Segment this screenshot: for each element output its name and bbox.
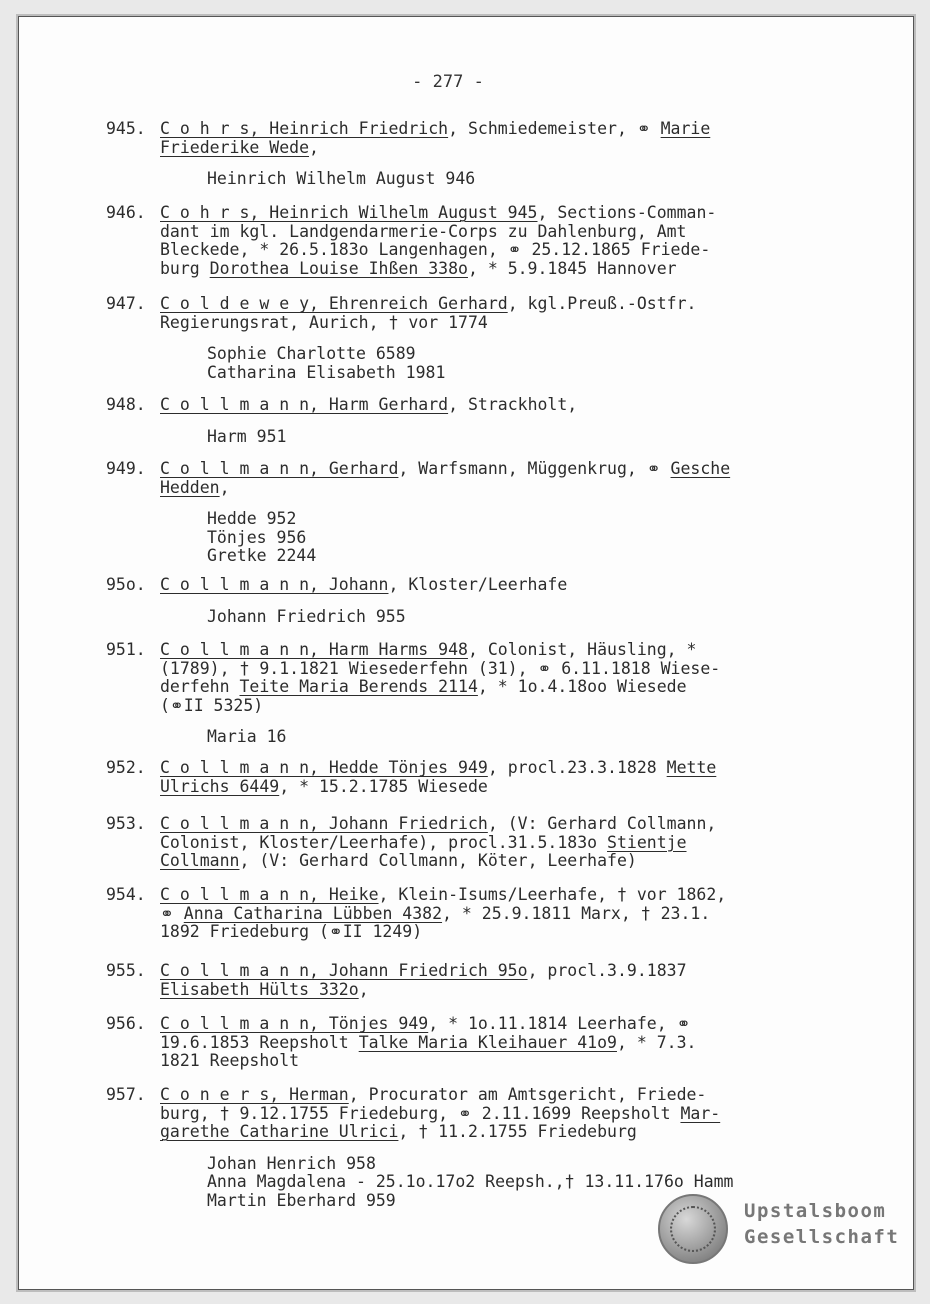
text-segment: , * 15.2.1785 Wiesede	[279, 776, 488, 796]
children-list	[207, 608, 806, 627]
entry-line	[160, 223, 806, 242]
linked-name: Mar-	[680, 1103, 721, 1123]
entry	[106, 815, 806, 871]
entry-line	[160, 576, 806, 595]
entry-text	[160, 576, 806, 595]
text-segment: , procl.3.9.1837	[527, 961, 687, 980]
text-segment: 19.6.1853 Reepsholt	[160, 1032, 359, 1052]
entry-text	[160, 120, 806, 157]
entry	[106, 641, 806, 747]
entry	[106, 204, 806, 278]
linked-name: C o l l m a n n, Harm Harms 948	[160, 640, 468, 659]
linked-name: C o n e r s, Herman	[160, 1085, 349, 1104]
entry	[106, 759, 806, 796]
linked-name: Talke Maria Kleihauer 41o9	[358, 1032, 617, 1052]
entry-line	[160, 204, 806, 223]
entry	[106, 396, 806, 446]
child-entry: Gretke 2244	[207, 546, 317, 565]
entry-line	[160, 852, 806, 871]
text-segment: , (V: Gerhard Collmann, Köter, Leerhafe)	[239, 851, 637, 870]
child-entry: Catharina Elisabeth 1981	[207, 362, 446, 382]
entry-text	[160, 759, 806, 796]
text-segment: (⚭II 5325)	[160, 695, 264, 715]
child-entry: Harm 951	[207, 426, 287, 446]
entry-number: 948.	[106, 395, 146, 414]
entry-text	[160, 460, 806, 497]
entry-text	[160, 1086, 806, 1142]
text-segment: , Sections-Comman-	[537, 203, 717, 222]
entry-number: 947.	[106, 294, 146, 313]
linked-name: C o h r s, Heinrich Wilhelm August 945	[160, 203, 538, 222]
entry-number: 955.	[106, 961, 146, 980]
entry-line	[160, 1052, 806, 1071]
entry-text	[160, 962, 806, 999]
linked-name: Elisabeth Hülts 332o	[160, 979, 359, 999]
text-segment: 1892 Friedeburg (⚭II 1249)	[160, 922, 423, 941]
text-segment: , Warfsmann, Müggenkrug, ⚭	[398, 459, 671, 478]
text-segment: , Procurator am Amtsgericht, Friede-	[348, 1085, 707, 1104]
linked-name: C o l l m a n n, Johann Friedrich	[160, 814, 488, 833]
linked-name: Marie	[660, 119, 711, 138]
children-list	[207, 428, 806, 447]
entry-line	[160, 886, 806, 905]
linked-name: C o l l m a n n, Johann Friedrich 95o	[160, 961, 528, 980]
linked-name: Collmann	[160, 851, 240, 870]
linked-name: Hedden	[160, 477, 220, 497]
entry-line	[160, 778, 806, 797]
text-segment: , (V: Gerhard Collmann,	[487, 814, 717, 833]
entry-line	[160, 962, 806, 981]
logo-line-2: Gesellschaft	[744, 1226, 900, 1248]
text-segment: , † 11.2.1755 Friedeburg	[398, 1122, 637, 1141]
children-list	[207, 728, 806, 747]
entry-line	[160, 120, 806, 139]
text-segment: dant im kgl. Landgendarmerie-Corps zu Dahlenburg, Amt	[160, 221, 687, 241]
entry-number: 954.	[106, 885, 146, 904]
text-segment: , * 1o.11.1814 Leerhafe, ⚭	[428, 1014, 691, 1033]
linked-name: Dorothea Louise Ihßen 338o	[209, 258, 468, 278]
text-segment: ⚭	[160, 903, 184, 923]
linked-name: garethe Catharine Ulrici	[160, 1122, 399, 1141]
text-segment: , Kloster/Leerhafe	[388, 575, 568, 594]
entry-number: 951.	[106, 640, 146, 659]
entry-line	[160, 260, 806, 279]
entry-number: 957.	[106, 1085, 146, 1104]
child-entry: Johan Henrich 958	[207, 1153, 376, 1173]
entry	[106, 1015, 806, 1071]
entry-line	[160, 815, 806, 834]
text-segment: derfehn	[160, 677, 240, 696]
children-list	[207, 510, 806, 566]
text-segment: (1789), † 9.1.1821 Wiesederfehn (31), ⚭ 6.11.1818 Wiese-	[160, 658, 721, 678]
entry-number: 956.	[106, 1014, 146, 1033]
text-segment: ,	[219, 477, 230, 497]
entry-text	[160, 815, 806, 871]
entry-line	[160, 1086, 806, 1105]
entry-line	[160, 678, 806, 697]
text-segment: Colonist, Kloster/Leerhafe), procl.31.5.183o	[160, 832, 608, 852]
child-entry: Anna Magdalena - 25.1o.17o2 Reepsh.,† 13.11.176o Hamm	[207, 1172, 734, 1191]
entry-line	[160, 834, 806, 853]
entry	[106, 576, 806, 626]
entry-line	[160, 1034, 806, 1053]
entry-number: 95o.	[106, 575, 146, 594]
entry-line	[160, 923, 806, 942]
publisher-logo	[642, 1186, 902, 1280]
entry-text	[160, 204, 806, 278]
linked-name: Mette	[666, 758, 717, 777]
child-entry: Sophie Charlotte 6589	[207, 344, 416, 363]
entry-line	[160, 295, 806, 314]
text-segment: , * 25.9.1811 Marx, † 23.1.	[442, 903, 711, 923]
entry-line	[160, 396, 806, 415]
entry-line	[160, 139, 806, 158]
entry-line	[160, 697, 806, 716]
text-segment: burg	[160, 258, 210, 278]
entry-line	[160, 660, 806, 679]
linked-name: Teite Maria Berends 2114	[239, 677, 478, 696]
entry-text	[160, 1015, 806, 1071]
text-segment: 1821 Reepsholt	[160, 1051, 300, 1070]
text-segment: , * 1o.4.18oo Wiesede	[477, 677, 687, 696]
child-entry: Heinrich Wilhelm August 946	[207, 169, 476, 188]
linked-name: Anna Catharina Lübben 4382	[183, 903, 443, 923]
text-segment: , Klein-Isums/Leerhafe, † vor 1862,	[378, 885, 727, 904]
entry-line	[160, 1123, 806, 1142]
text-segment: ,	[358, 979, 369, 999]
entry-line	[160, 241, 806, 260]
seal-icon	[658, 1194, 728, 1264]
entry-line	[160, 1105, 806, 1124]
entry-line	[160, 314, 806, 333]
text-segment: , procl.23.3.1828	[487, 758, 667, 777]
entry-text	[160, 886, 806, 942]
linked-name: Ulrichs 6449	[160, 776, 280, 796]
linked-name: C o l l m a n n, Harm Gerhard	[160, 395, 449, 414]
linked-name: Friederike Wede	[160, 137, 310, 157]
linked-name: C o l l m a n n, Heike	[160, 885, 379, 904]
text-segment: , Strackholt,	[448, 395, 578, 414]
entry-line	[160, 460, 806, 479]
text-segment: , Colonist, Häusling, *	[467, 640, 697, 659]
entry-line	[160, 641, 806, 660]
text-segment: , * 7.3.	[616, 1032, 697, 1052]
entry-line	[160, 981, 806, 1000]
linked-name: C o l l m a n n, Tönjes 949	[160, 1014, 429, 1033]
linked-name: C o h r s, Heinrich Friedrich	[160, 119, 449, 138]
entry	[106, 460, 806, 566]
child-entry: Martin Eberhard 959	[207, 1190, 396, 1210]
entry	[106, 962, 806, 999]
text-segment: , Schmiedemeister, ⚭	[448, 119, 661, 138]
text-segment: ,	[309, 137, 319, 157]
entry-number: 945.	[106, 119, 146, 138]
entry-text	[160, 396, 806, 415]
entry-line	[160, 905, 806, 924]
child-entry: Tönjes 956	[207, 527, 307, 547]
linked-name: C o l l m a n n, Gerhard	[160, 459, 399, 478]
linked-name: C o l l m a n n, Hedde Tönjes 949	[160, 758, 488, 777]
text-segment: , kgl.Preuß.-Ostfr.	[507, 294, 697, 313]
child-entry: Johann Friedrich 955	[207, 606, 406, 626]
child-entry: Hedde 952	[207, 509, 297, 528]
text-segment: , * 5.9.1845 Hannover	[467, 258, 677, 278]
entry-line	[160, 1015, 806, 1034]
linked-name: C o l l m a n n, Johann	[160, 575, 389, 594]
linked-name: C o l d e w e y, Ehrenreich Gerhard	[160, 294, 508, 313]
entry	[106, 120, 806, 189]
entry-text	[160, 641, 806, 715]
linked-name: Gesche	[670, 459, 731, 478]
entry-number: 953.	[106, 814, 146, 833]
entry-text	[160, 295, 806, 332]
linked-name: Stientje	[607, 832, 687, 852]
logo-line-1: Upstalsboom	[744, 1200, 887, 1222]
children-list	[207, 170, 806, 189]
entry-line	[160, 479, 806, 498]
entry-line	[160, 759, 806, 778]
text-segment: Bleckede, * 26.5.183o Langenhagen, ⚭ 25.12.1865 Friede-	[160, 240, 711, 259]
entry	[106, 295, 806, 382]
entry-number: 952.	[106, 758, 146, 777]
page-number: - 277 -	[412, 72, 484, 92]
child-entry: Maria 16	[207, 727, 287, 746]
entry-number: 946.	[106, 203, 146, 222]
entry	[106, 886, 806, 942]
text-segment: burg, † 9.12.1755 Friedeburg, ⚭ 2.11.1699 Reepsholt	[160, 1103, 681, 1123]
text-segment: Regierungsrat, Aurich, † vor 1774	[160, 312, 488, 332]
entry-number: 949.	[106, 459, 146, 478]
children-list	[207, 345, 806, 382]
